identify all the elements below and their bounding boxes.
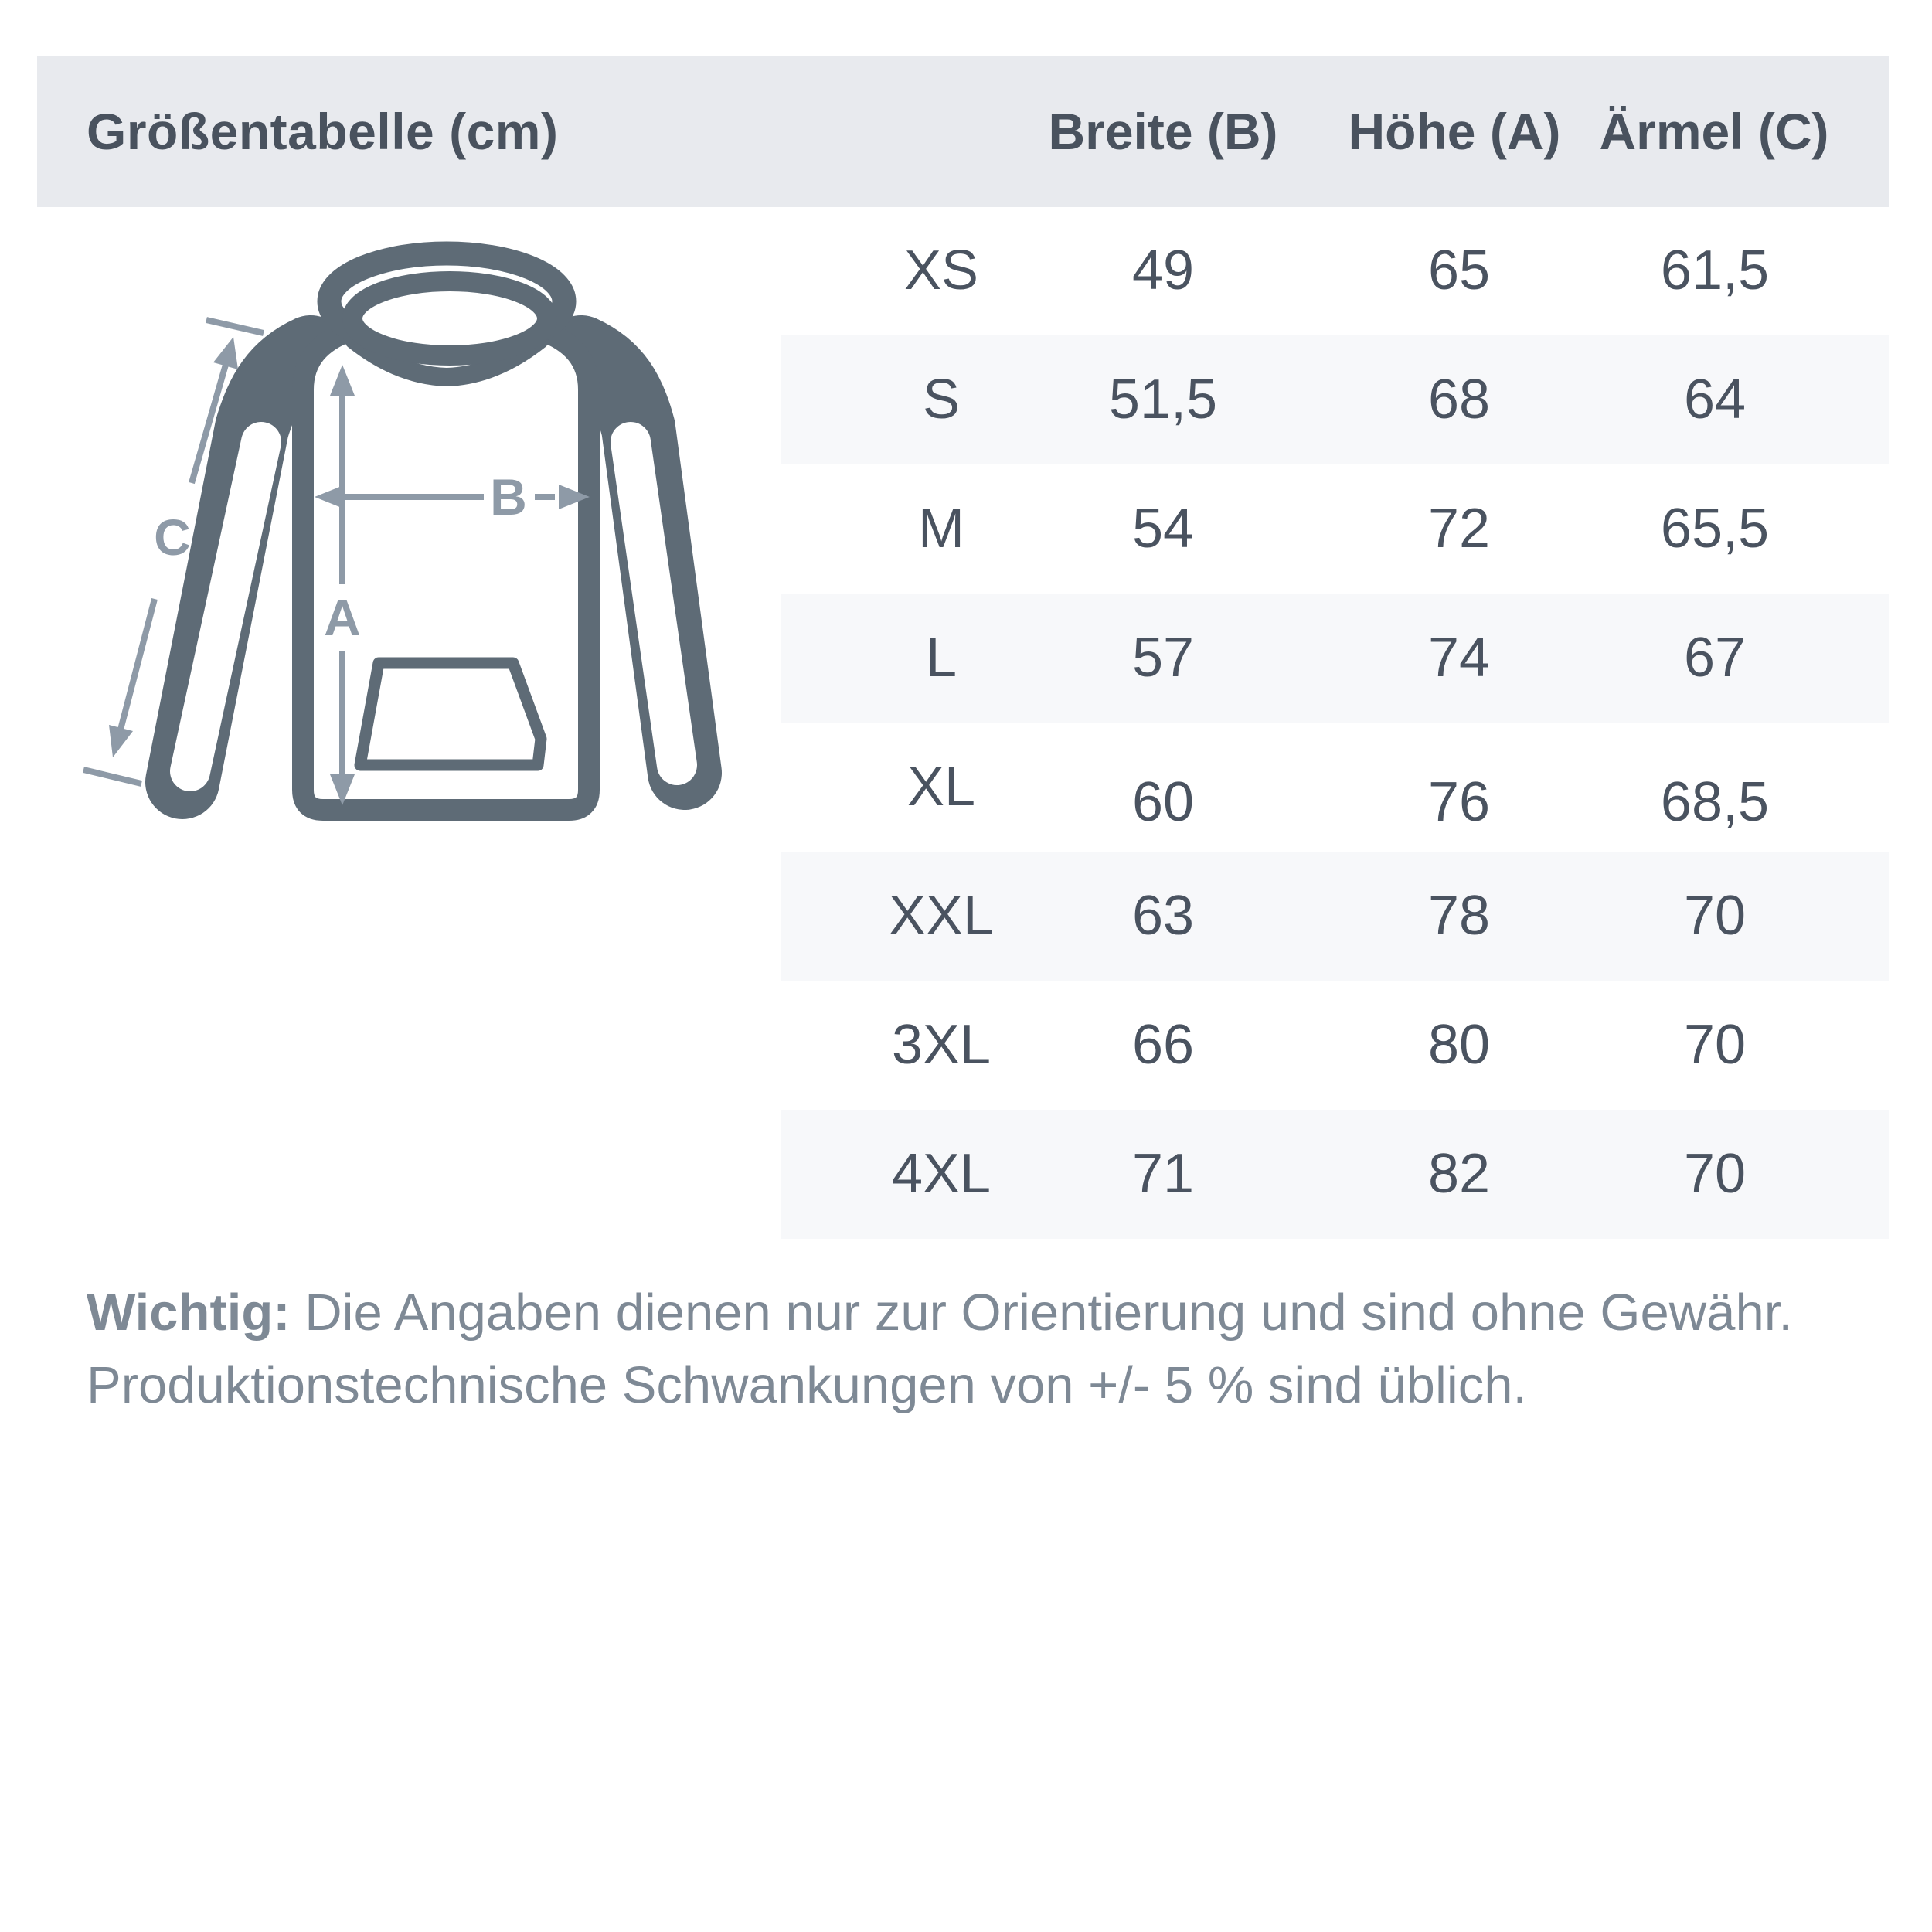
size-label-cell: XL [906, 756, 976, 818]
hoodie-measurement-diagram [39, 155, 811, 927]
size-label-cell: XS [903, 240, 979, 301]
breite-cell: 71 [1131, 1143, 1195, 1205]
note-line-1 [87, 1277, 1849, 1349]
hood-opening [352, 281, 547, 355]
size-row [781, 852, 1889, 981]
breite-cell: 63 [1131, 885, 1195, 947]
size-table [781, 206, 1889, 1239]
label-a: A [324, 589, 361, 646]
hoehe-cell: 74 [1427, 627, 1491, 689]
hoehe-cell: 65 [1427, 240, 1491, 301]
aermel-cell: 64 [1683, 369, 1747, 430]
note-line-2: Produktionstechnische Schwankungen von +/- 5 % sind üblich. [87, 1356, 1528, 1414]
size-label-cell: L [925, 627, 957, 689]
size-label-cell: XXL [888, 885, 995, 947]
aermel-cell: 70 [1683, 1143, 1747, 1205]
size-label-cell: 4XL [891, 1143, 992, 1205]
size-label-cell: 3XL [891, 1014, 992, 1076]
hoehe-cell: 72 [1427, 498, 1491, 560]
aermel-cell: 70 [1683, 885, 1747, 947]
breite-cell: 49 [1131, 240, 1195, 301]
note-important-label: Wichtig: [87, 1284, 291, 1342]
aermel-cell: 65,5 [1660, 498, 1770, 560]
hoehe-cell: 82 [1427, 1143, 1491, 1205]
page-title: Größentabelle (cm) [87, 103, 559, 160]
breite-cell: 57 [1131, 627, 1195, 689]
aermel-cell: 61,5 [1660, 240, 1770, 301]
size-row [781, 1110, 1889, 1239]
size-row [781, 464, 1889, 594]
breite-cell: 60 [1131, 771, 1195, 833]
label-b: B [490, 468, 527, 526]
size-row [781, 723, 1889, 852]
aermel-cell: 68,5 [1660, 771, 1770, 833]
breite-cell: 54 [1131, 498, 1195, 560]
aermel-cell: 67 [1683, 627, 1747, 689]
note-line-1-text: Die Angaben dienen nur zur Orientierung und sind ohne Gewähr. [290, 1284, 1793, 1342]
column-header-aermel: Ärmel (C) [1599, 103, 1829, 160]
size-row [781, 981, 1889, 1110]
size-label-cell: M [918, 498, 964, 560]
breite-cell: 66 [1131, 1014, 1195, 1076]
hoehe-cell: 78 [1427, 885, 1491, 947]
aermel-cell: 70 [1683, 1014, 1747, 1076]
column-header-hoehe: Höhe (A) [1348, 103, 1561, 160]
hoehe-cell: 76 [1427, 771, 1491, 833]
size-label-cell: S [922, 369, 961, 430]
hoehe-cell: 68 [1427, 369, 1491, 430]
size-row [781, 335, 1889, 464]
size-row [781, 206, 1889, 335]
label-c: C [154, 509, 191, 566]
disclaimer-note [87, 1277, 1849, 1422]
breite-cell: 51,5 [1108, 369, 1218, 430]
size-row [781, 594, 1889, 723]
column-header-breite: Breite (B) [1048, 103, 1278, 160]
hoehe-cell: 80 [1427, 1014, 1491, 1076]
